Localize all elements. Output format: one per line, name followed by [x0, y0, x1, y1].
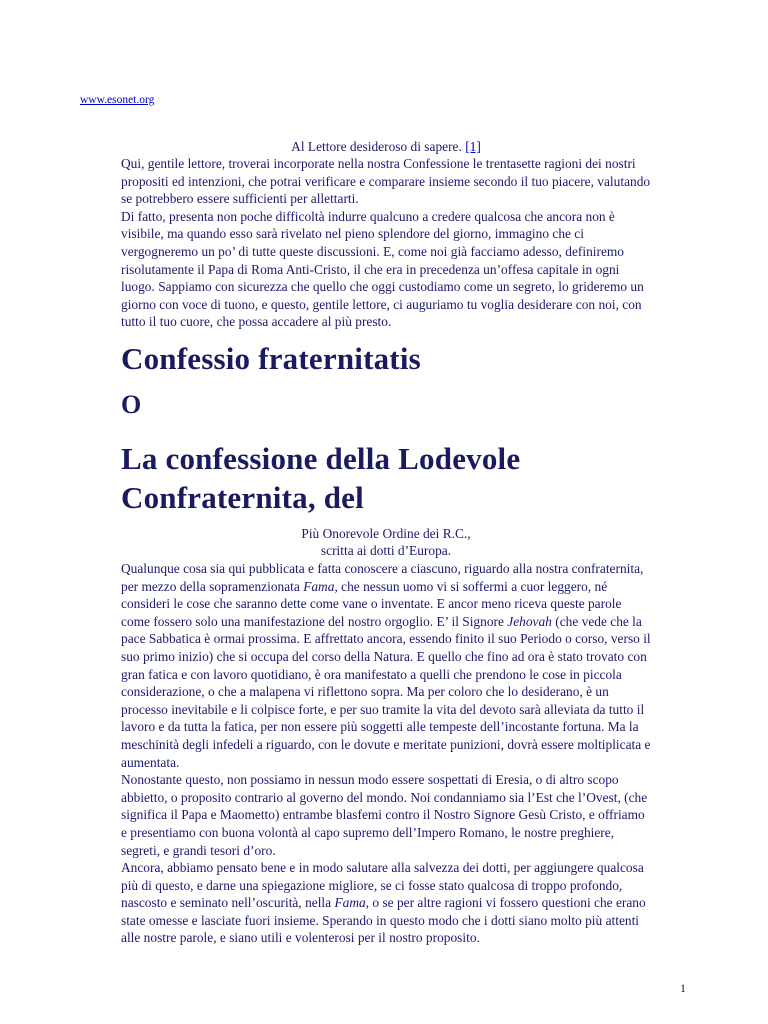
body-paragraph-2: Nonostante questo, non possiamo in nessun modo essere sospettati di Eresia, o di altro scopo abbietto, o proposito contrario al governo del mondo. Noi condanniamo sia l’Est che l’Ovest, (che significa il Papa e Maometto) entrambe blasfemi contro il Nostro Signore Gesù Cristo, e offriamo e presentiamo con buona volontà al capo supremo dell’Impero Romano, le nostre preghiere, segreti, e grandi tesori d’oro.: [121, 772, 648, 858]
body-text-span: , che nessun uomo vi si soffermi a cuor leggero, né consideri le cose che saranno dette come vane o inventate. E ancor meno riceva queste parole come fossero solo una manifestazione del nostro orgoglio. E’ il Signore: [121, 578, 622, 629]
subtitle-line-2: Confraternita, del: [121, 480, 364, 515]
order-line-2: scritta ai dotti d’Europa.: [320, 543, 452, 558]
body-paragraph-3: [121, 859, 651, 947]
preface-paragraph: Qui, gentile lettore, troverai incorporate nella nostra Confessione le trentasette ragioni dei nostri propositi ed intenzioni, che potrai verificare e comparare insieme secondo il tuo piacere, valutando se potrebbero essere sufficienti per allettarti.: [121, 156, 651, 207]
body-text-span: Ancora, abbiamo pensato bene e in modo salutare alla salvezza dei dotti, per aggiungere qualcosa più di questo, e darne una spiegazione migliore, se ci fosse stato qualcosa di troppo profondo, nascosto e seminato nell’oscurità, nella: [121, 860, 644, 911]
preface-paragraph: Di fatto, presenta non poche difficoltà indurre qualcuno a credere qualcosa che ancora non è visibile, ma quando esso sarà rivelato nel pieno splendore del giorno, immagino che ci vergogneremo un po’ di tutte queste discussioni. E, come noi già facciamo adesso, definiremo risolutamente il Papa di Roma Anti-Cristo, il che era in precedenza un’offesa capitale in ogni luogo. Sappiamo con sicurezza che quello che oggi custodiamo come un segreto, lo grideremo un giorno con voce di tuono, e questo, gentile lettore, ci auguriamo tu voglia desiderare con noi, con tutto il tuo cuore, che possa accadere al più presto.: [121, 208, 644, 330]
main-title: Confessio fraternitatis: [121, 341, 421, 376]
preface-text: [121, 155, 651, 331]
body-paragraph-1: [121, 560, 651, 771]
body-text-span: Qualunque cosa sia qui pubblicata e fatta conoscere a ciascuno, riguardo alla nostra confraternita, per mezzo della sopramenzionata: [121, 561, 644, 594]
jehovah-italic: Jehovah: [507, 613, 552, 629]
site-link[interactable]: www.esonet.org: [80, 94, 155, 106]
body-text-span: , o se per altre ragioni vi fossero questioni che erano state omesse e lasciate fuori insieme. Sperando in questo modo che i dotti siano molto più attenti alle nostre parole, e siano utili e volenterosi per il nostro proposito.: [121, 895, 646, 946]
preface-heading: [121, 138, 651, 156]
footnote-ref-link[interactable]: [1]: [465, 139, 481, 154]
fama-italic: Fama: [334, 895, 366, 911]
subtitle-line-1: La confessione della Lodevole: [121, 441, 521, 476]
fama-italic: Fama: [303, 578, 335, 594]
page-number: 1: [680, 981, 686, 995]
preface-heading-text: Al Lettore desideroso di sapere.: [291, 139, 462, 154]
title-separator: O: [121, 390, 142, 419]
main-text: [121, 560, 651, 947]
order-line-1: Più Onorevole Ordine dei R.C.,: [301, 526, 471, 541]
body-text-span: (che vede che la pace Sabbatica è ormai prossima. E affrettato ancora, essendo finito il suo Periodo o corso, verso il suo primo inizio) che si occupa del corso della Natura. E quello che fino ad ora è stato trovato con gran fatica e con lavoro quotidiano, è ora manifestato a quelli che prendono le cose in piccola considerazione, o che a malapena vi riflettono sopra. Ma per coloro che lo desiderano, è un processo inevitabile e li colpisce forte, e per suo tramite la vita del devoto sarà alleviata da tutto il lavoro e da tutta la fatica, per non essere più soggetti alle tempeste dell’incostante fortuna. Ma la meschinità degli infedeli a riguardo, con le dovute e meritate punizioni, dovrà essere moltiplicata e aumentata.: [121, 613, 651, 770]
